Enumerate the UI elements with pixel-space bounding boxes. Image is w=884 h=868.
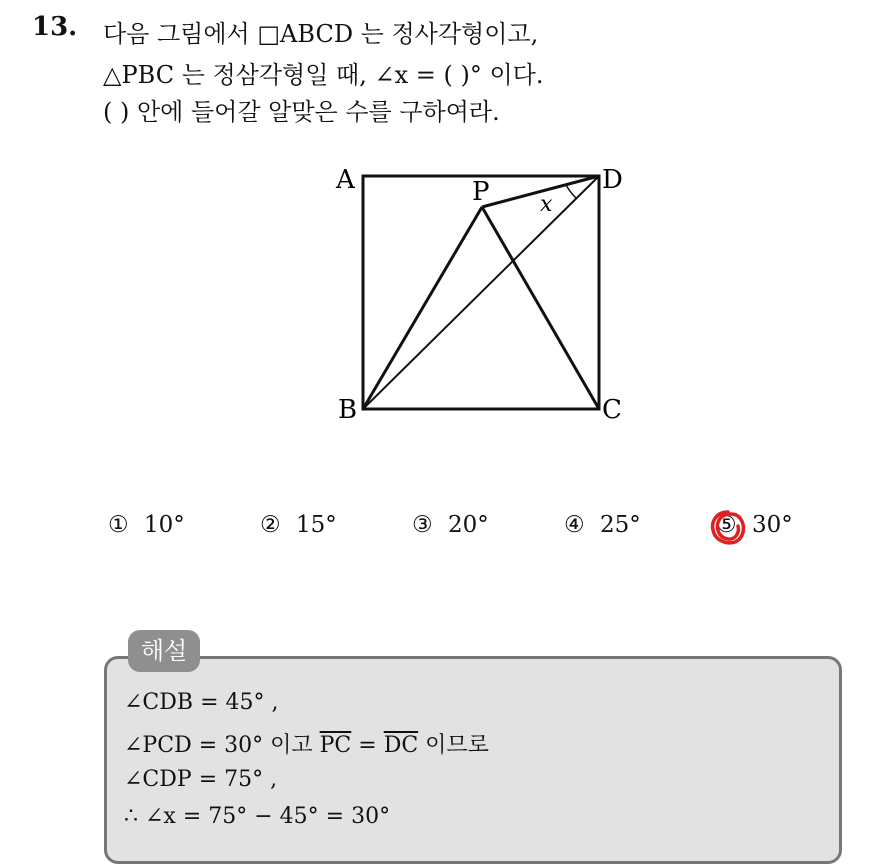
question-line-3: ( ) 안에 들어갈 알맞은 수를 구하여라. xyxy=(103,98,500,126)
choice-4[interactable] xyxy=(564,512,641,538)
segment-pc xyxy=(482,207,599,409)
choice-4-value: 25° xyxy=(600,512,641,538)
choice-5-value: 30° xyxy=(752,512,793,538)
geometry-figure xyxy=(300,150,660,440)
choice-2-number: ② xyxy=(260,512,281,538)
solution-tab-label: 해설 xyxy=(128,630,200,672)
choice-2-value: 15° xyxy=(296,512,337,538)
choice-2[interactable] xyxy=(260,512,337,538)
choice-3-number: ③ xyxy=(412,512,433,538)
solution-line-2 xyxy=(124,728,489,759)
label-b: B xyxy=(338,395,358,425)
selected-answer-circle-mark xyxy=(708,508,748,548)
solution-line-1: ∠CDB = 45° , xyxy=(124,690,279,715)
solution-line-2-text: ∠PCD = 30° 이고 xyxy=(124,733,320,758)
choice-1[interactable] xyxy=(108,512,185,538)
choice-1-value: 10° xyxy=(144,512,185,538)
label-a: A xyxy=(336,165,355,195)
choice-1-number: ① xyxy=(108,512,129,538)
label-c: C xyxy=(602,395,622,425)
question-line-2: △PBC 는 정삼각형일 때, ∠x = ( )° 이다. xyxy=(103,61,544,89)
solution-line-3: ∠CDP = 75° , xyxy=(124,767,278,792)
question-line-1: 다음 그림에서 □ABCD 는 정사각형이고, xyxy=(103,20,539,48)
choice-3-value: 20° xyxy=(448,512,489,538)
solution-line-2-tail: 이므로 xyxy=(418,733,489,758)
answer-choices xyxy=(0,512,884,552)
choice-3[interactable] xyxy=(412,512,489,538)
angle-x-arc xyxy=(566,185,576,198)
solution-box xyxy=(104,656,842,864)
label-x: x xyxy=(540,192,553,217)
segment-dc-overline: $\overline{DC}$ xyxy=(383,733,419,758)
choice-4-number: ④ xyxy=(564,512,585,538)
segment-pc-overline: $\overline{PC}$ xyxy=(319,733,352,758)
label-p: P xyxy=(472,177,490,207)
label-d: D xyxy=(602,165,623,195)
question-number: 13. xyxy=(32,12,78,42)
solution-line-4: ∴ ∠x = 75° − 45° = 30° xyxy=(124,804,391,829)
choice-5-number: ⑤ xyxy=(716,512,737,538)
solution-line-2-equals: = xyxy=(351,733,384,758)
